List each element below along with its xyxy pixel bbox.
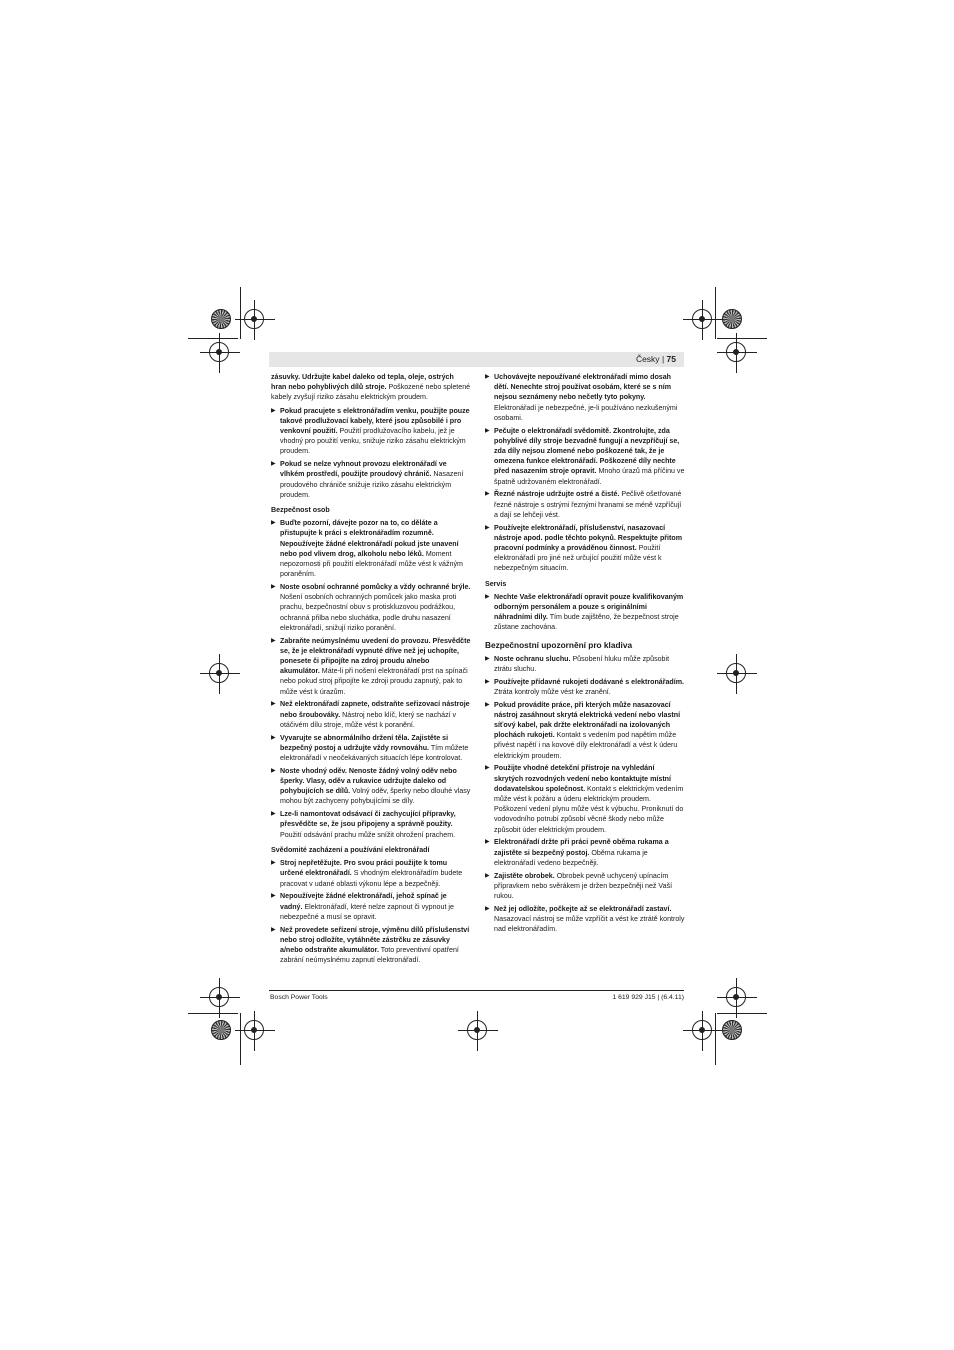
crop-line [715, 287, 716, 339]
subsection-title: Bezpečnost osob [271, 506, 330, 515]
bullet-arrow-icon: ▶ [485, 905, 490, 912]
color-rose-icon [722, 309, 742, 329]
footer-doc-number: 1 619 929 J15 | (6.4.11) [612, 994, 684, 1001]
list-item: ▶ Zajistěte obrobek. Obrobek pevně uchycený upínacím přípravkem nebo svěrákem je držen bezpečněji než Vaší rukou. [485, 871, 673, 901]
crop-line [188, 1013, 238, 1014]
list-item: ▶ Pokud pracujete s elektronářadím venku, použijte pouze takové prodlužovací kabely, které jsou způsobilé i pro venkovní použití. Použití prodlužovacího kabelu, jež je vhodný pro použití venku, snižuje riziko zásahu elektrickým proudem. [271, 406, 470, 456]
list-item: ▶ Než provedete seřízení stroje, výměnu dílů příslušenství nebo stroj odložíte, vytáhněte zástrčku ze zásuvky a/nebo odstraňte akumulátor. Toto preventivní opatření zabrání neúmyslnému zapnutí elektronářadí. [271, 925, 470, 965]
registration-mark-icon [209, 342, 229, 362]
bullet-arrow-icon: ▶ [271, 860, 276, 867]
bullet-arrow-icon: ▶ [485, 524, 490, 531]
bullet-arrow-icon: ▶ [271, 767, 276, 774]
page-number: 75 [666, 354, 676, 364]
bullet-arrow-icon: ▶ [485, 765, 490, 772]
page-header [269, 352, 684, 367]
list-item: ▶ Pečujte o elektronářadí svědomitě. Zkontrolujte, zda pohyblivé díly stroje bezvadně fungují a nevzpříčují se, zda díly nejsou zlomené nebo poškozené tak, že je omezena funkce elektronářadí. Poškozené díly nechte před nasazením stroje opravit. Mnoho úrazů má příčinu ve špatně udržovaném elektronářadí. [485, 426, 685, 486]
crop-line [717, 338, 767, 339]
bullet-arrow-icon: ▶ [271, 637, 276, 644]
bullet-arrow-icon: ▶ [485, 655, 490, 662]
registration-mark-icon [692, 1020, 712, 1040]
bullet-arrow-icon: ▶ [485, 839, 490, 846]
list-item: ▶ Než elektronářadí zapnete, odstraňte seřizovací nástroje nebo šroubováky. Nástroj nebo klíč, který se nachází v otáčivém dílu stroje, může vést k poranění. [271, 700, 470, 729]
footer-rule [269, 990, 684, 991]
bullet-arrow-icon: ▶ [485, 374, 490, 380]
bullet-arrow-icon: ▶ [271, 584, 276, 591]
bullet-arrow-icon: ▶ [271, 893, 276, 900]
registration-mark-icon [726, 663, 746, 683]
bullet-arrow-icon: ▶ [485, 701, 490, 708]
bullet-arrow-icon: ▶ [271, 926, 276, 933]
list-item: ▶ Než jej odložíte, počkejte až se elektronářadí zastaví. Nasazovací nástroj se může vzpříčit a vést ke ztrátě kontroly nad elektronářadím. [485, 904, 685, 934]
bullet-arrow-icon: ▶ [271, 520, 276, 527]
list-item: ▶ Používejte elektronářadí, příslušenství, nasazovací nástroje apod. podle těchto pokynů. Respektujte přitom pracovní podmínky a prováděnou činnost. Použití elektronářadí pro jiné než určující použití může vést k nebezpečným situacím. [485, 523, 683, 573]
bullet-arrow-icon: ▶ [485, 678, 490, 685]
list-item: ▶ Lze-li namontovat odsávací či zachycující přípravky, přesvědčte se, že jsou připojeny a správně použity. Použití odsávání prachu může snížit ohrožení prachem. [271, 810, 456, 839]
subsection-title: Svědomité zacházení a používání elektronářadí [271, 845, 430, 854]
header-language: Česky [635, 354, 660, 364]
list-item: ▶ Pokud provádíte práce, při kterých může nasazovací nástroj zasáhnout skrytá elektrická vedení nebo vlastní síťový kabel, pak držte elektronářadí na izolovaných plochách rukojeti. Kontakt s vedením pod napětím může přivést napětí i na kovové díly elektronářadí a vést k úderu elektrickým proudem. [485, 700, 681, 760]
registration-mark-icon [244, 1020, 264, 1040]
list-item: ▶ Řezné nástroje udržujte ostré a čisté. Pečlivě ošetřované řezné nástroje s ostrými řeznými hranami se méně vzpříčují a dají se lehčeji vést. [485, 490, 682, 519]
list-item: ▶ Pokud se nelze vyhnout provozu elektronářadí ve vlhkém prostředí, použijte proudový chránič. Nasazení proudového chrániče snižuje riziko zásahu elektrickým proudem. [271, 460, 464, 499]
list-item: ▶ Nepoužívejte žádné elektronářadí, jehož spínač je vadný. Elektronářadí, které nelze zapnout či vypnout je nebezpečné a musí se opravit. [271, 892, 454, 921]
crop-line [240, 287, 241, 339]
intro-paragraph: zásuvky. Udržujte kabel daleko od tepla, oleje, ostrých hran nebo pohyblivých dílů stroje. Poškozené nebo spletené kabely zvyšují riziko zásahu elektrickým proudem. [271, 373, 471, 402]
bullet-arrow-icon: ▶ [485, 491, 490, 498]
list-item: ▶ Noste vhodný oděv. Nenoste žádný volný oděv nebo šperky. Vlasy, oděv a rukavice udržujte daleko od pohybujících se dílů. Volný oděv, šperky nebo dlouhé vlasy mohou být zachyceny pohybujícími se díly. [271, 766, 471, 806]
color-rose-icon [211, 1020, 231, 1040]
bullet-arrow-icon: ▶ [271, 734, 276, 741]
list-item: ▶ Noste ochranu sluchu. Působení hluku může způsobit ztrátu sluchu. [485, 654, 670, 673]
crop-line [188, 338, 238, 339]
bullet-arrow-icon: ▶ [485, 427, 490, 434]
list-item: ▶ Buďte pozorní, dávejte pozor na to, co děláte a přistupujte k práci s elektronářadím rozumně. Nepoužívejte žádné elektronářadí pokud jste unavení nebo pod vlivem drog, alkoholu nebo léků. Moment nepozornosti při použití elektronářadí může vést k vážným poraněním. [271, 519, 463, 579]
footer-brand: Bosch Power Tools [270, 994, 328, 1001]
registration-mark-icon [692, 309, 712, 329]
right-column [485, 372, 685, 937]
bullet-arrow-icon: ▶ [271, 701, 276, 708]
header-text [636, 353, 676, 365]
registration-mark-icon [726, 987, 746, 1007]
bullet-arrow-icon: ▶ [485, 872, 490, 879]
color-rose-icon [722, 1020, 742, 1040]
registration-mark-icon [209, 663, 229, 683]
bullet-arrow-icon: ▶ [271, 811, 276, 818]
registration-mark-icon [467, 1020, 487, 1040]
bullet-arrow-icon: ▶ [271, 407, 276, 414]
section-title: Bezpečnostní upozornění pro kladiva [485, 639, 633, 650]
registration-mark-icon [244, 309, 264, 329]
registration-mark-icon [726, 342, 746, 362]
list-item: ▶ Noste osobní ochranné pomůcky a vždy ochranné brýle. Nošení osobních ochranných pomůcek jako maska proti prachu, bezpečnostní obuv s protiskluzovou podrážkou, ochranná přilba nebo sluchátka, podle druhu nasazení elektronářadí, snižují riziko poranění. [271, 583, 471, 632]
bullet-arrow-icon: ▶ [485, 593, 490, 600]
header-separator: | [661, 354, 665, 364]
color-rose-icon [211, 309, 231, 329]
bullet-arrow-icon: ▶ [271, 461, 276, 468]
registration-mark-icon [209, 987, 229, 1007]
list-item: ▶ Zabraňte neúmyslnému uvedení do provozu. Přesvědčte se, že je elektronářadí vypnuté dříve než jej uchopíte, ponesete či připojíte na zdroj proudu a/nebo akumulátor. Máte-li při nošení elektronářadí prst na spínači nebo pokud stroj připojíte ke zdroji proudu zapnutý, pak to může vést k úrazům. [271, 636, 471, 696]
list-item: ▶ Uchovávejte nepoužívané elektronářadí mimo dosah dětí. Nenechte stroj používat osobám, které se s ním nejsou seznámeny nebo nečetly tyto pokyny. Elektronářadí je nebezpečné, je-li používáno nezkušenými osobami. [485, 373, 678, 422]
list-item: ▶ Použijte vhodné detekční přístroje na vyhledání skrytých rozvodných vedení nebo kontaktujte místní dodavatelskou společnost. Kontakt s elektrickým vedením může vést k požáru a úderu elektrickým proudem. Poškození vedení plynu může vést k výbuchu. Proniknutí do vodovodního potrubí způsobí věcné škody nebo může způsobit úder elektrickým proudem. [485, 764, 684, 834]
crop-line [240, 1013, 241, 1065]
list-item: ▶ Používejte přídavné rukojeti dodávané s elektronářadím. Ztráta kontroly může vést ke zranění. [485, 677, 685, 696]
crop-line [715, 1013, 716, 1065]
list-item: ▶ Stroj nepřetěžujte. Pro svou práci použijte k tomu určené elektronářadí. S vhodným elektronářadím budete pracovat v udané oblasti výkonu lépe a bezpečněji. [271, 859, 463, 888]
list-item: ▶ Nechte Vaše elektronářadí opravit pouze kvalifikovaným odborným personálem a pouze s originálními náhradními díly. Tím bude zajištěno, že bezpečnost stroje zůstane zachována. [485, 592, 684, 632]
left-column [271, 372, 471, 968]
crop-line [717, 1013, 767, 1014]
list-item: ▶ Vyvarujte se abnormálního držení těla. Zajistěte si bezpečný postoj a udržujte vždy rovnováhu. Tím můžete elektronářadí v neočekávaných situacích lépe kontrolovat. [271, 733, 469, 763]
subsection-title: Servis [485, 579, 507, 588]
list-item: ▶ Elektronářadí držte při práci pevně oběma rukama a zajistěte si bezpečný postoj. Oběma rukama je elektronářadí vedeno bezpečněji. [485, 838, 669, 867]
